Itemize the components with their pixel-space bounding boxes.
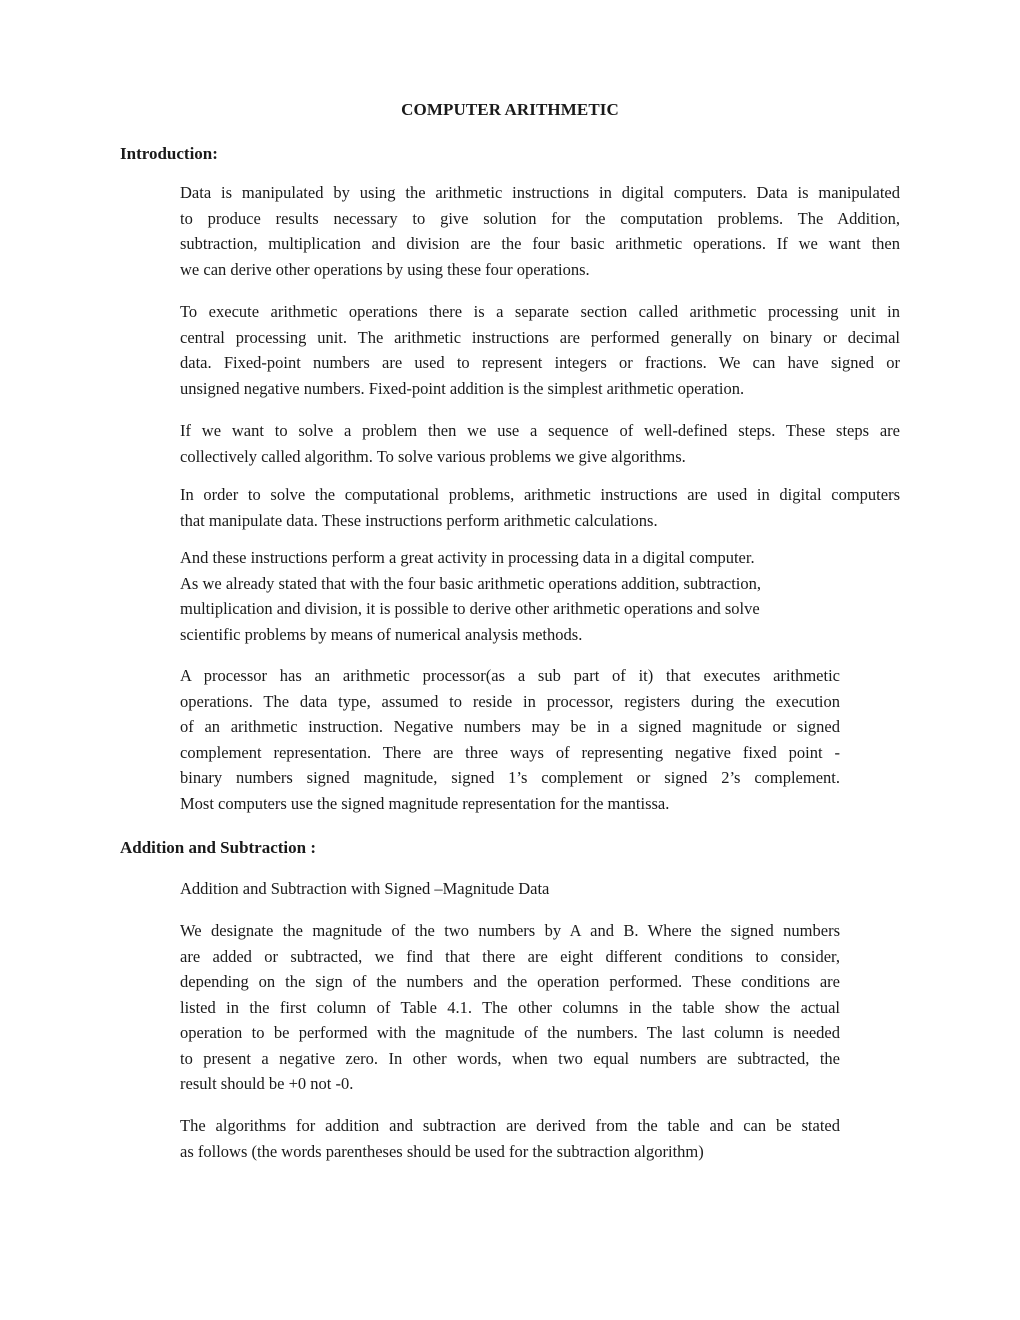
text-line: result should be +0 not -0.	[180, 1074, 354, 1093]
text-line: To execute arithmetic operations there is a separate section called arithmetic processing unit in	[180, 302, 900, 321]
section-heading-introduction: Introduction:	[120, 144, 218, 163]
paragraph	[180, 918, 840, 1097]
paragraph	[180, 180, 900, 282]
paragraph	[180, 545, 840, 647]
text-line: A processor has an arithmetic processor(as a sub part of it) that executes arithmetic	[180, 666, 840, 685]
paragraph	[180, 482, 900, 533]
text-line: We designate the magnitude of the two numbers by A and B. Where the signed numbers	[180, 921, 840, 940]
text-line: we can derive other operations by using these four operations.	[180, 259, 590, 279]
text-line: operation to be performed with the magnitude of the numbers. The last column is needed	[180, 1023, 840, 1042]
paragraph	[180, 663, 840, 816]
text-line: that manipulate data. These instructions perform arithmetic calculations.	[180, 510, 658, 530]
text-line: In order to solve the computational problems, arithmetic instructions are used in digital computers	[180, 485, 900, 504]
text-line: Data is manipulated by using the arithmetic instructions in digital computers. Data is manipulated	[180, 183, 900, 202]
text-line: to produce results necessary to give solution for the computation problems. The Addition,	[180, 208, 900, 228]
text-line: scientific problems by means of numerical analysis methods.	[180, 624, 583, 644]
text-line: If we want to solve a problem then we use a sequence of well-defined steps. These steps are	[180, 421, 900, 440]
text-line: depending on the sign of the numbers and the operation performed. These conditions are	[180, 972, 840, 991]
text-line: The algorithms for addition and subtraction are derived from the table and can be stated	[180, 1116, 840, 1135]
subheading: Addition and Subtraction with Signed –Magnitude Data	[180, 879, 550, 898]
text-line: collectively called algorithm. To solve various problems we give algorithms.	[180, 446, 686, 466]
paragraph	[180, 299, 900, 401]
text-line: operations. The data type, assumed to reside in processor, registers during the execution	[180, 691, 840, 711]
text-line: listed in the first column of Table 4.1. The other columns in the table show the actual	[180, 997, 840, 1017]
document-title: COMPUTER ARITHMETIC	[401, 100, 619, 119]
paragraph	[180, 418, 900, 469]
text-line: subtraction, multiplication and division are the four basic arithmetic operations. If we want then	[180, 234, 900, 253]
text-line: complement representation. There are three ways of representing negative fixed point -	[180, 742, 840, 762]
paragraph	[180, 1113, 840, 1164]
text-line: multiplication and division, it is possible to derive other arithmetic operations and solve	[180, 599, 760, 618]
text-line: Most computers use the signed magnitude representation for the mantissa.	[180, 793, 670, 813]
text-line: of an arithmetic instruction. Negative numbers may be in a signed magnitude or signed	[180, 717, 840, 736]
text-line: binary numbers signed magnitude, signed 1’s complement or signed 2’s complement.	[180, 768, 840, 787]
text-line: to present a negative zero. In other words, when two equal numbers are subtracted, the	[180, 1048, 840, 1068]
section-heading-addition-subtraction: Addition and Subtraction :	[120, 838, 317, 857]
text-line: As we already stated that with the four basic arithmetic operations addition, subtraction,	[180, 573, 761, 593]
text-line: central processing unit. The arithmetic instructions are performed generally on binary or decimal	[180, 327, 900, 347]
text-line: data. Fixed-point numbers are used to represent integers or fractions. We can have signed or	[180, 353, 900, 372]
text-line: as follows (the words parentheses should be used for the subtraction algorithm)	[180, 1141, 704, 1161]
text-line: unsigned negative numbers. Fixed-point addition is the simplest arithmetic operation.	[180, 378, 745, 398]
text-line: And these instructions perform a great activity in processing data in a digital computer.	[180, 548, 755, 567]
text-line: are added or subtracted, we find that there are eight different conditions to consider,	[180, 946, 840, 966]
